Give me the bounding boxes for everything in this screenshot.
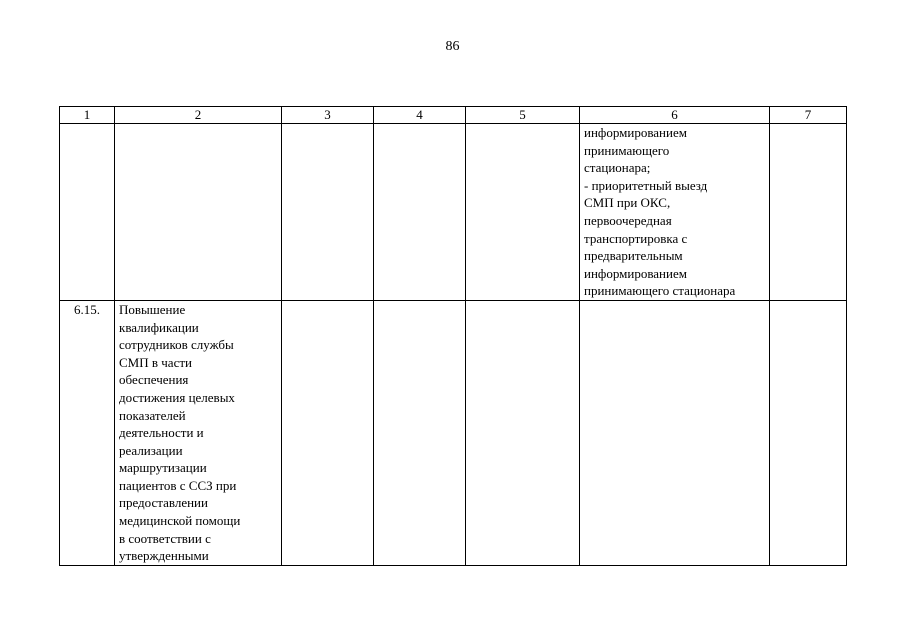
cell-text-line: утвержденными: [119, 548, 209, 564]
column-header: 6: [580, 107, 770, 124]
empty-cell: [770, 124, 847, 301]
description-cell: [580, 124, 770, 301]
column-header: 3: [282, 107, 374, 124]
cell-text-line: квалификации: [119, 319, 199, 335]
cell-text-line: в соответствии с: [119, 530, 211, 546]
cell-text-line: - приоритетный выезд: [584, 177, 708, 193]
cell-text-line: предварительным: [584, 248, 683, 264]
cell-text-line: стационара;: [584, 160, 651, 176]
row-number-cell: [60, 124, 115, 301]
column-header: 4: [374, 107, 466, 124]
cell-text-line: принимающего стационара: [584, 283, 736, 299]
empty-cell: [770, 300, 847, 565]
empty-cell: [466, 300, 580, 565]
row-number-cell: 6.15.: [60, 300, 115, 565]
cell-text-line: реализации: [119, 442, 183, 458]
description-cell: [580, 300, 770, 565]
empty-cell: [282, 124, 374, 301]
cell-text-line: Повышение: [119, 301, 186, 317]
cell-text-line: первоочередная: [584, 212, 672, 228]
empty-cell: [374, 300, 466, 565]
cell-text-line: маршрутизации: [119, 460, 207, 476]
cell-text-line: принимающего: [584, 142, 670, 158]
cell-text-line: достижения целевых: [119, 389, 235, 405]
column-header: 7: [770, 107, 847, 124]
column-header: 1: [60, 107, 115, 124]
table-row: [60, 124, 847, 301]
cell-text-line: информированием: [584, 125, 687, 140]
cell-text-line: сотрудников службы: [119, 337, 234, 353]
empty-cell: [282, 300, 374, 565]
measure-cell: [115, 300, 282, 565]
page-number: 86: [445, 39, 460, 54]
empty-cell: [374, 124, 466, 301]
cell-text-line: обеспечения: [119, 372, 189, 388]
empty-cell: [466, 124, 580, 301]
cell-text-line: СМП при ОКС,: [584, 195, 671, 211]
cell-text-line: пациентов с ССЗ при: [119, 477, 237, 493]
cell-text-line: показателей: [119, 407, 186, 423]
data-table: [59, 106, 847, 566]
cell-text-line: медицинской помощи: [119, 513, 241, 529]
measure-cell: [115, 124, 282, 301]
table-header-row: [60, 107, 847, 124]
cell-text-line: СМП в части: [119, 354, 192, 370]
table-row: [60, 300, 847, 565]
column-header: 5: [466, 107, 580, 124]
cell-text-line: предоставлении: [119, 495, 208, 511]
cell-text-line: транспортировка с: [584, 230, 688, 246]
cell-text-line: деятельности и: [119, 425, 204, 441]
column-header: 2: [115, 107, 282, 124]
cell-text-line: информированием: [584, 265, 687, 281]
